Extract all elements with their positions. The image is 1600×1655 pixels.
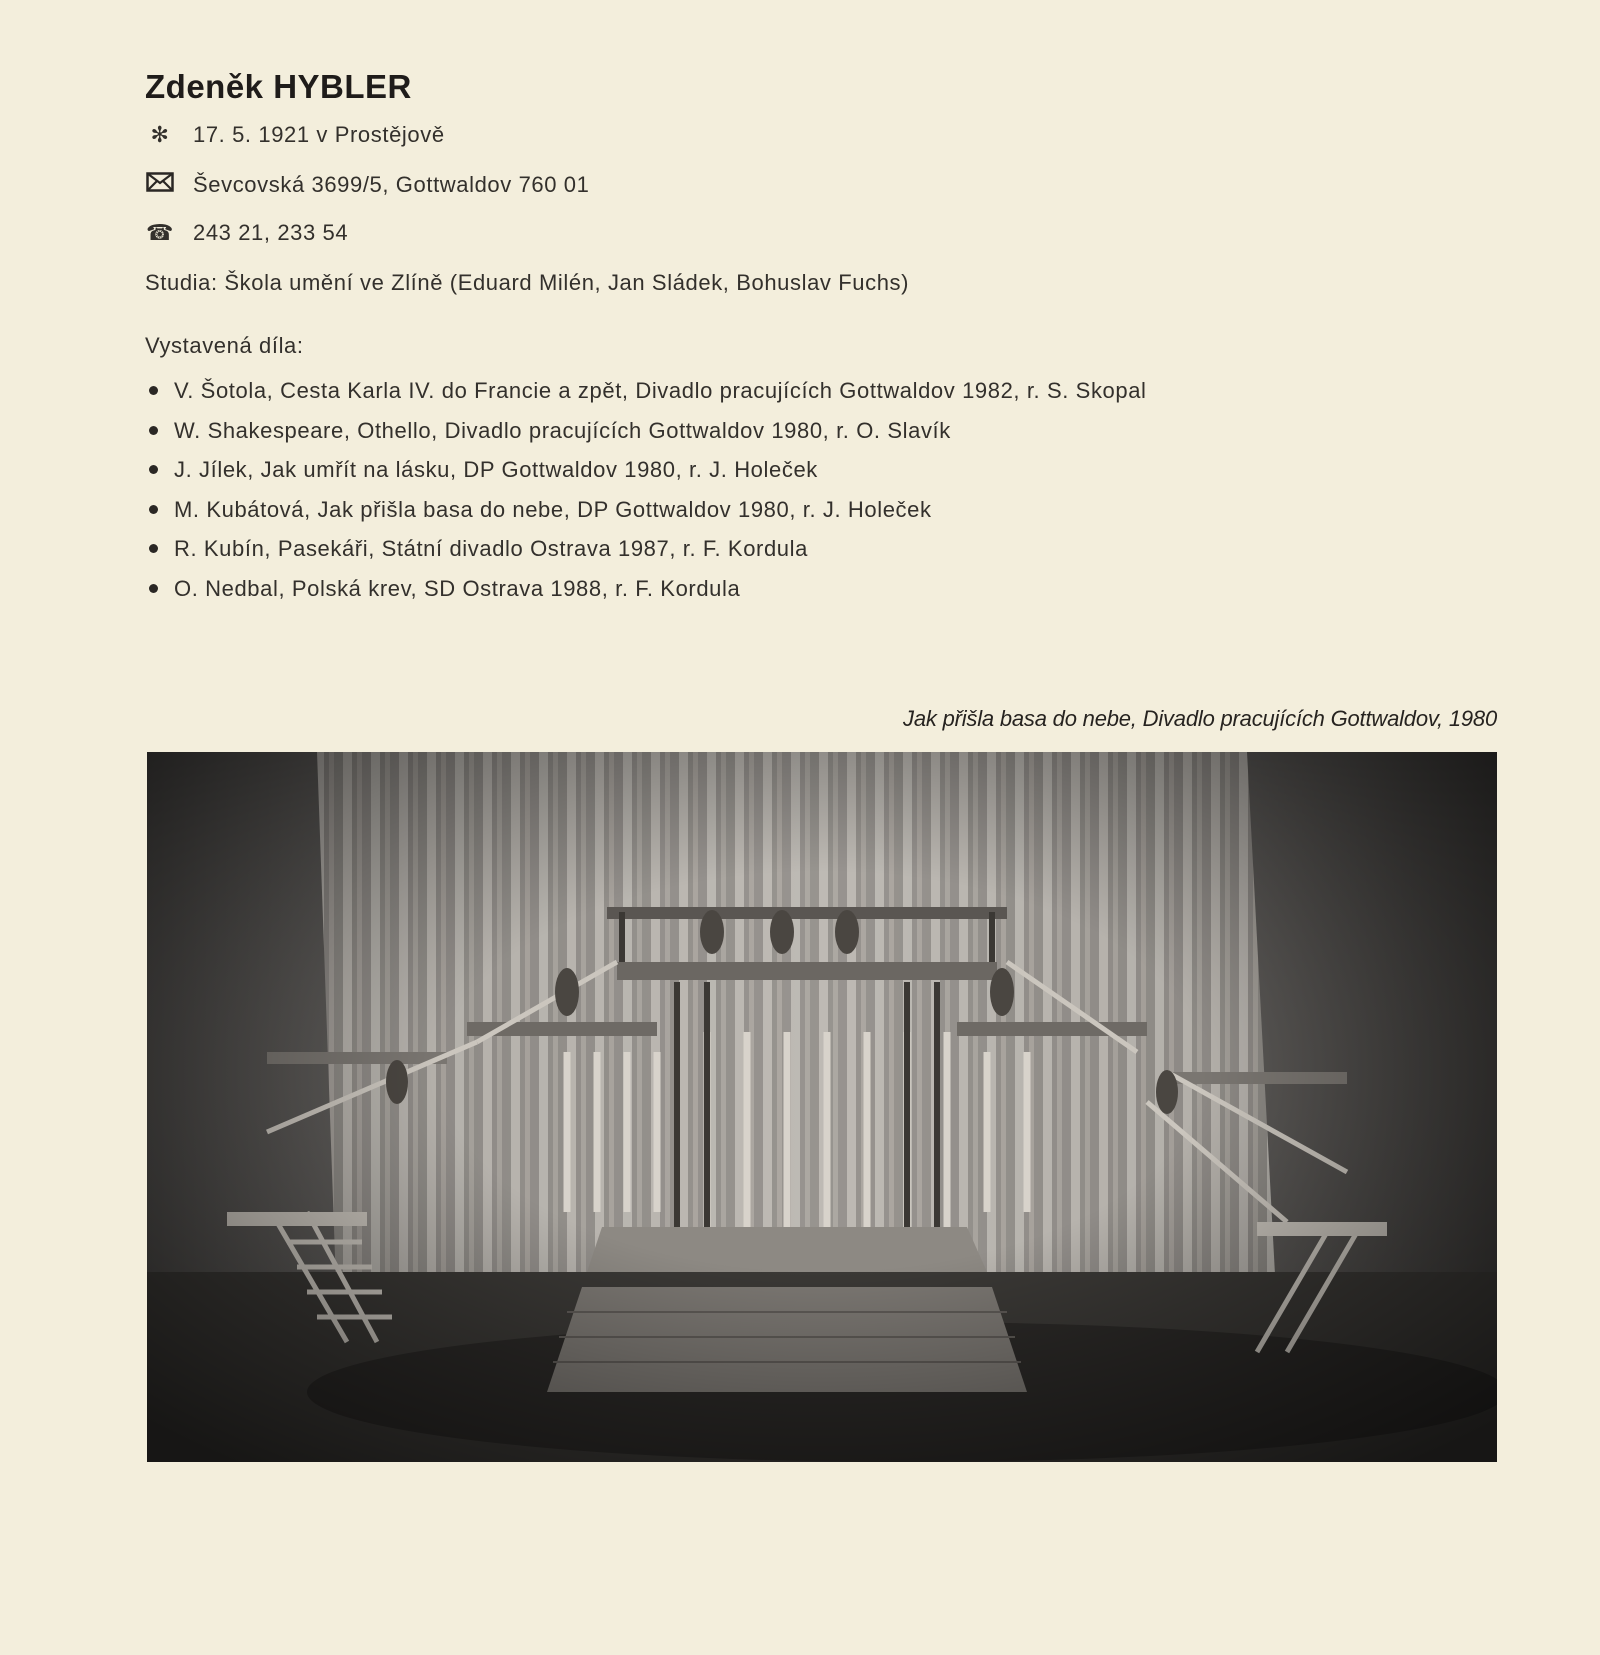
asterisk-birth-icon: ✻	[150, 122, 170, 147]
works-heading: Vystavená díla:	[145, 333, 304, 358]
birth-text: 17. 5. 1921 v Prostějově	[193, 122, 445, 147]
phone-line	[145, 220, 348, 246]
bullet-icon	[149, 505, 158, 514]
list-item: O. Nedbal, Polská krev, SD Ostrava 1988, r. F. Kordula	[145, 569, 1147, 609]
list-item: R. Kubín, Pasekáři, Státní divadlo Ostrava 1987, r. F. Kordula	[145, 529, 1147, 569]
stage-model-photo	[147, 752, 1497, 1462]
studies-text: Studia: Škola umění ve Zlíně (Eduard Milén, Jan Sládek, Bohuslav Fuchs)	[145, 270, 910, 295]
bullet-icon	[149, 386, 158, 395]
photo-caption: Jak přišla basa do nebe, Divadlo pracujících Gottwaldov, 1980	[903, 706, 1497, 731]
list-item: W. Shakespeare, Othello, Divadlo pracujících Gottwaldov 1980, r. O. Slavík	[145, 411, 1147, 451]
bullet-icon	[149, 426, 158, 435]
bullet-icon	[149, 465, 158, 474]
envelope-icon	[145, 172, 175, 198]
list-item: V. Šotola, Cesta Karla IV. do Francie a zpět, Divadlo pracujících Gottwaldov 1982, r. S. Skopal	[145, 371, 1147, 411]
phone-text: 243 21, 233 54	[193, 220, 349, 245]
address-text: Ševcovská 3699/5, Gottwaldov 760 01	[193, 172, 590, 197]
address-line	[145, 172, 589, 198]
list-item: J. Jílek, Jak umřít na lásku, DP Gottwaldov 1980, r. J. Holeček	[145, 450, 1147, 490]
list-item: M. Kubátová, Jak přišla basa do nebe, DP Gottwaldov 1980, r. J. Holeček	[145, 490, 1147, 530]
birth-line	[145, 122, 445, 148]
works-list	[145, 371, 1147, 608]
bullet-icon	[149, 584, 158, 593]
artist-name: Zdeněk HYBLER	[145, 68, 412, 105]
telephone-icon: ☎	[145, 220, 174, 245]
bullet-icon	[149, 544, 158, 553]
